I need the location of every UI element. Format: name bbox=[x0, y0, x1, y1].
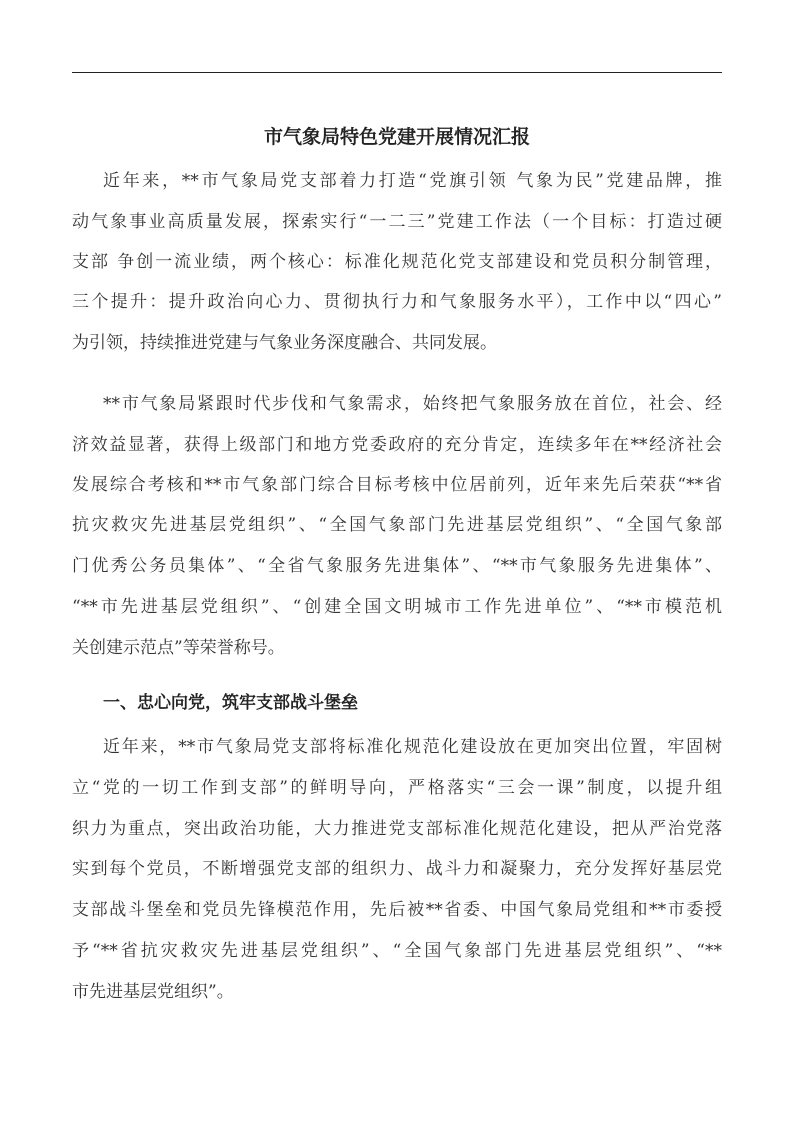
text-line: 支部 争创一流业绩，两个核心：标准化规范化党支部建设和党员积分制管理， bbox=[72, 252, 722, 272]
text-line: 门优秀公务员集体”、“全省气象服务先进集体”、“**市气象服务先进集体”、 bbox=[72, 556, 722, 576]
text-line: 予“**省抗灾救灾先进基层党组织”、“全国气象部门先进基层党组织”、“** bbox=[72, 941, 722, 961]
text-line: 为引领，持续推进党建与气象业务深度融合、共同发展。 bbox=[72, 333, 497, 353]
text-line: 近年来，**市气象局党支部将标准化规范化建设放在更加突出位置，牢固树 bbox=[103, 737, 722, 757]
document-title: 市气象局特色党建开展情况汇报 bbox=[263, 126, 530, 148]
section-heading: 一、忠心向党，筑牢支部战斗堡垒 bbox=[103, 693, 358, 713]
text-line: “**市先进基层党组织”、“创建全国文明城市工作先进单位”、“**市模范机 bbox=[72, 597, 722, 617]
text-line: 立“党的一切工作到支部”的鲜明导向，严格落实“三会一课”制度，以提升组 bbox=[72, 778, 722, 798]
text-line: 抗灾救灾先进基层党组织”、“全国气象部门先进基层党组织”、“全国气象部 bbox=[72, 515, 722, 535]
text-line: 织力为重点，突出政治功能，大力推进党支部标准化规范化建设，把从严治党落 bbox=[72, 819, 722, 839]
text-line: 市先进基层党组织”。 bbox=[72, 982, 234, 1002]
text-line: 关创建示范点”等荣誉称号。 bbox=[72, 638, 285, 658]
text-line: 动气象事业高质量发展，探索实行“一二三”党建工作法（一个目标：打造过硬 bbox=[72, 212, 722, 232]
text-line: 济效益显著，获得上级部门和地方党委政府的充分肯定，连续多年在**经济社会 bbox=[72, 435, 722, 455]
text-line: 近年来，**市气象局党支部着力打造“党旗引领 气象为民”党建品牌，推 bbox=[103, 171, 722, 191]
header-rule bbox=[72, 72, 722, 73]
text-line: 实到每个党员，不断增强党支部的组织力、战斗力和凝聚力，充分发挥好基层党 bbox=[72, 859, 722, 879]
text-line: 三个提升：提升政治向心力、贯彻执行力和气象服务水平），工作中以“四心” bbox=[72, 292, 722, 312]
text-line: 发展综合考核和**市气象部门综合目标考核中位居前列，近年来先后荣获“**省 bbox=[72, 475, 722, 495]
text-line: **市气象局紧跟时代步伐和气象需求，始终把气象服务放在首位，社会、经 bbox=[103, 394, 722, 414]
text-line: 支部战斗堡垒和党员先锋模范作用，先后被**省委、中国气象局党组和**市委授 bbox=[72, 900, 722, 920]
